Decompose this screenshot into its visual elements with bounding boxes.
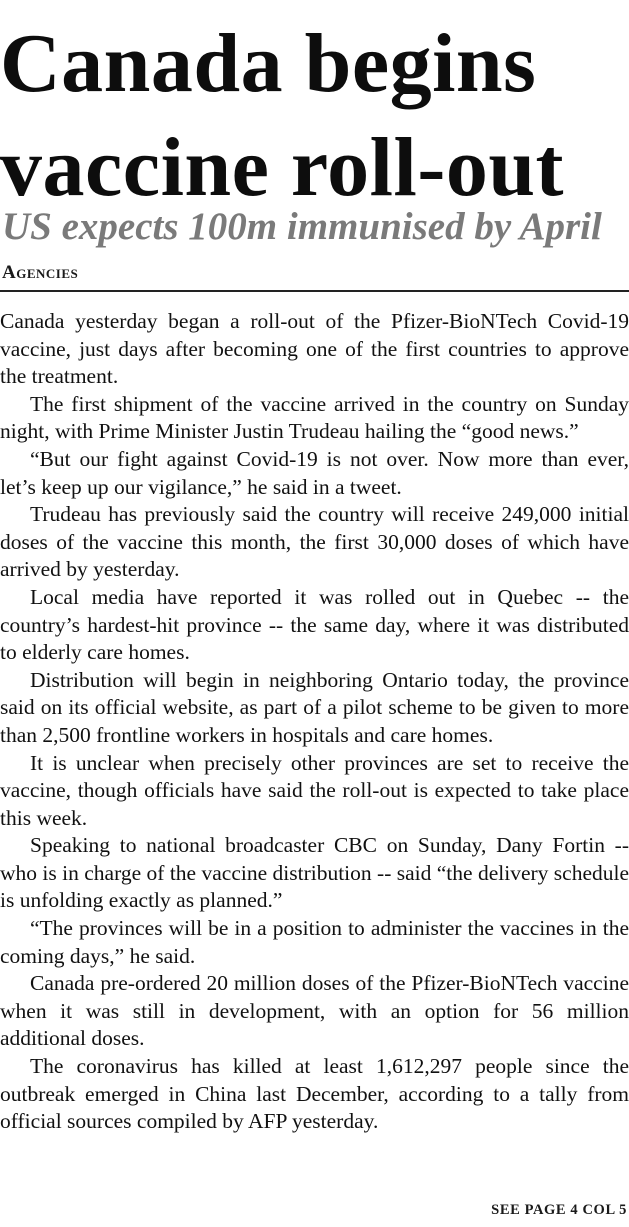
continued-on-label: SEE PAGE 4 COL 5 [491, 1202, 627, 1218]
article-paragraph: Speaking to national broadcaster CBC on Sunday, Dany Fortin -- who is in charge of the vaccine distribution -- said “the delivery schedule is unfolding exactly as planned.” [0, 833, 629, 913]
headline-line-2: vaccine roll-out [0, 121, 565, 214]
headline-line-1: Canada begins [0, 17, 537, 110]
article-paragraph: Trudeau has previously said the country will receive 249,000 initial doses of the vaccine this month, the first 30,000 doses of which have arrived by yesterday. [0, 502, 629, 582]
article-paragraph: Distribution will begin in neighboring Ontario today, the province said on its official website, as part of a pilot scheme to be given to more than 2,500 frontline workers in hospitals and care homes. [0, 667, 629, 747]
article-paragraph: The first shipment of the vaccine arrived in the country on Sunday night, with Prime Minister Justin Trudeau hailing the “good news.” [0, 391, 629, 444]
subheadline: US expects 100m immunised by April [2, 205, 602, 248]
article-paragraph: “The provinces will be in a position to administer the vaccines in the coming days,” he said. [0, 916, 629, 968]
article-paragraph: Canada yesterday began a roll-out of the Pfizer-BioNTech Covid-19 vaccine, just days after becoming one of the first countries to approve the treatment. [0, 309, 629, 389]
article-body [0, 308, 629, 1136]
article-paragraph: “But our fight against Covid-19 is not over. Now more than ever, let’s keep up our vigilance,” he said in a tweet. [0, 446, 629, 499]
article-paragraph: It is unclear when precisely other provinces are set to receive the vaccine, though officials have said the roll-out is expected to take place this week. [0, 750, 629, 830]
article-paragraph: Canada pre-ordered 20 million doses of the Pfizer-BioNTech vaccine when it was still in development, with an option for 56 million additional doses. [0, 971, 629, 1051]
headline [0, 12, 629, 220]
article-paragraph: Local media have reported it was rolled out in Quebec -- the country’s hardest-hit province -- the same day, where it was distributed to elderly care homes. [0, 584, 629, 665]
article-paragraph: The coronavirus has killed at least 1,612,297 people since the outbreak emerged in China last December, according to a tally from official sources compiled by AFP yesterday. [0, 1054, 629, 1134]
byline: Agencies [2, 262, 79, 283]
byline-divider [0, 290, 629, 292]
